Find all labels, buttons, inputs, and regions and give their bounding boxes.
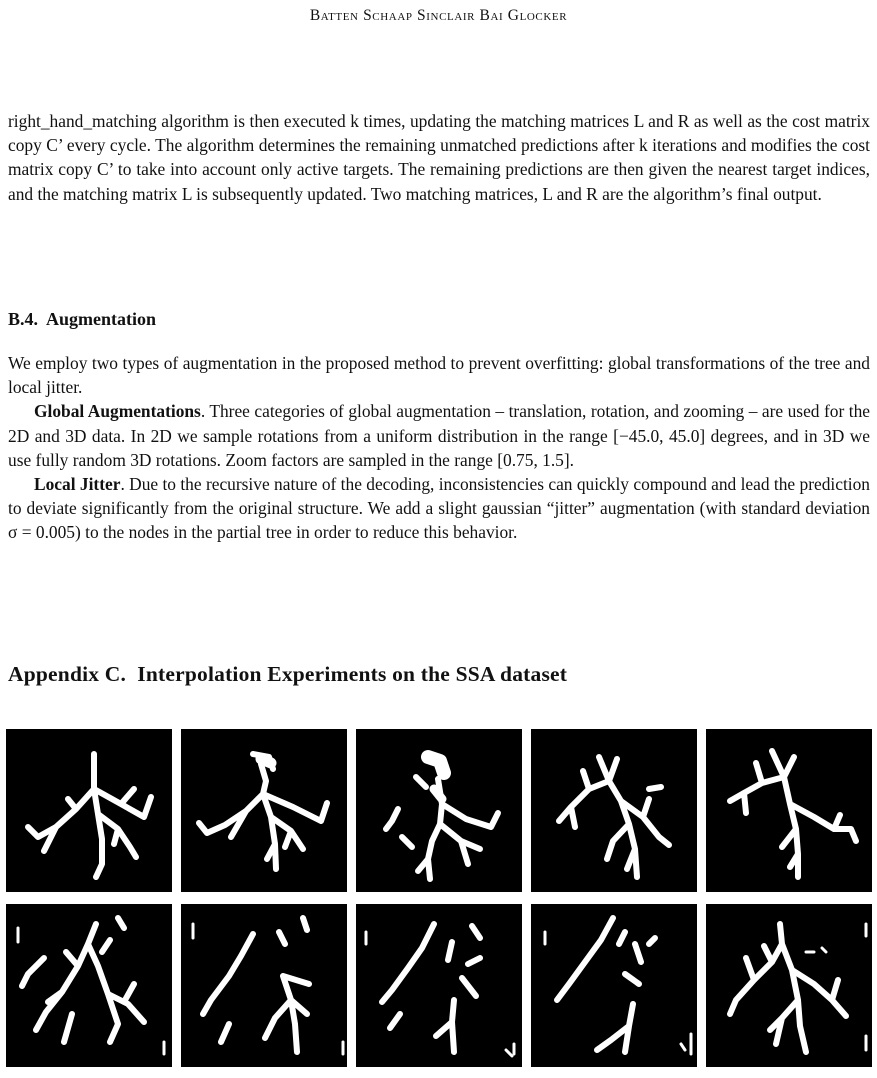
global-augmentations-paragraph [8, 399, 870, 472]
section-title: Augmentation [46, 309, 157, 329]
augmentation-intro: We employ two types of augmentation in the proposed method to prevent overfitting: global transformations of the tree and local jitter. [8, 353, 870, 398]
figure-panel-row2-col4 [531, 904, 697, 1067]
appendix-label: Appendix C. [8, 662, 127, 686]
local-jitter-title: Local Jitter [34, 474, 121, 495]
figure-panel-row2-col2 [181, 904, 347, 1067]
augmentation-body [8, 351, 870, 545]
figure-panel-row1-col1 [6, 729, 172, 892]
section-number: B.4. [8, 309, 39, 329]
figure-panel-row2-col5 [706, 904, 872, 1067]
figure-panel-row1-col4 [531, 729, 697, 892]
intro-paragraph: right_hand_matching algorithm is then executed k times, updating the matching matrices L and R as well as the cost matrix copy C’ every cycle. The algorithm determines the remaining unmatched predictions after k iterations and modifies the cost matrix copy C’ to take into account only active targets. The remaining predictions are then given the nearest target indices, and the matching matrix L is subsequently updated. Two matching matrices, L and R are the algorithm’s final output. [8, 111, 870, 204]
local-jitter-paragraph [8, 472, 870, 545]
figure-panel-row1-col5 [706, 729, 872, 892]
figure-panel-row2-col1 [6, 904, 172, 1067]
global-augmentations-text: . Three categories of global augmentation – translation, rotation, and zooming – are used for the 2D and 3D data. In 2D we sample rotations from a uniform distribution in the range [−45.0, 45.0] degrees, and in 3D we use fully random 3D rotations. Zoom factors are sampled in the range [0.75, 1.5]. [8, 401, 870, 470]
running-head: Batten Schaap Sinclair Bai Glocker [309, 7, 568, 24]
interpolation-figure [6, 729, 871, 1071]
local-jitter-text: . Due to the recursive nature of the decoding, inconsistencies can quickly compound and lead the prediction to deviate significantly from the original structure. We add a slight gaussian “jitter” augmentation (with standard deviation σ = 0.005) to the nodes in the partial tree in order to reduce this behavior. [8, 474, 870, 543]
intro-paragraph-block [8, 109, 870, 206]
appendix-title: Interpolation Experiments on the SSA dataset [137, 662, 568, 686]
figure-panel-row2-col3 [356, 904, 522, 1067]
figure-panel-row1-col2 [181, 729, 347, 892]
appendix-heading [8, 662, 567, 687]
global-augmentations-title: Global Augmentations [34, 401, 201, 422]
figure-panel-row1-col3 [356, 729, 522, 892]
section-heading [8, 309, 156, 330]
